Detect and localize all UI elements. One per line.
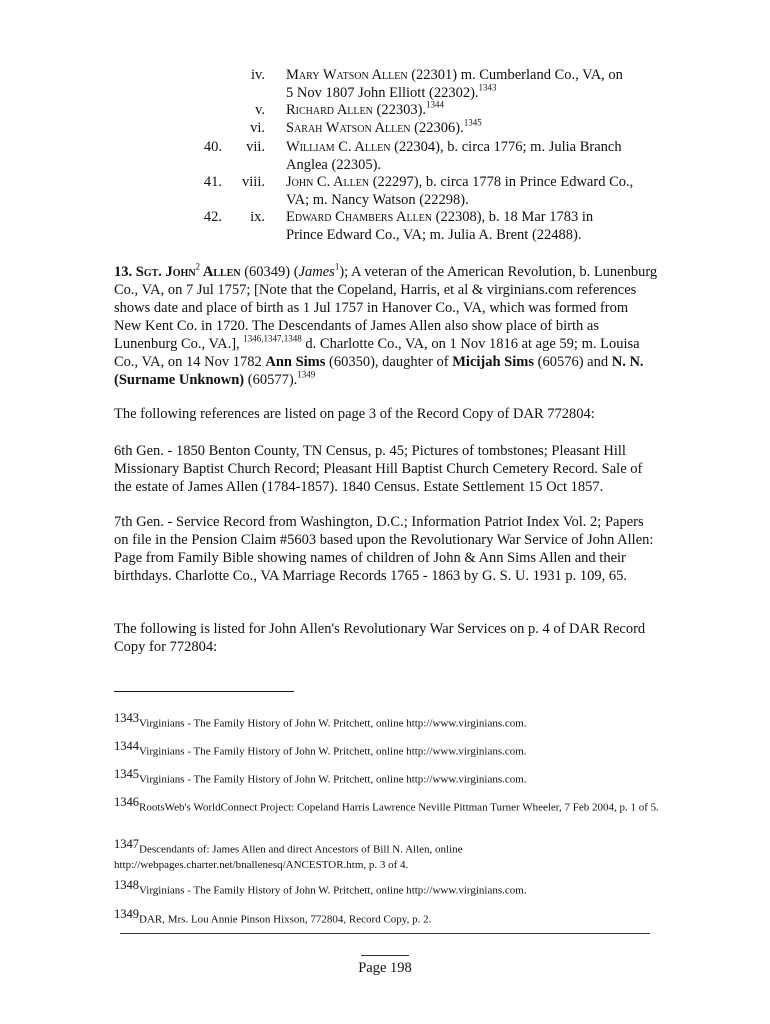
footnote-text: DAR, Mrs. Lou Annie Pinson Hixson, 772804, Record Copy, p. 2. [139, 913, 432, 926]
child-details: (22297), b. circa 1778 in Prince Edward Co., [369, 174, 634, 190]
main-entry: 13. Sgt. John$^2$ Allen (60349) (James$^1$); A veteran of the American Revolution, b. Lunenburg Co., VA, on 7 Jul 1757; [Note that the Copeland, Harris, et al & virginians.com references shows date and place of birth as 1 Jul 1757 in Hanover Co., VA, which was formed from New Kent Co. in 1720. The Descendants of James Allen also show place of birth as Lunenburg Co., VA.], $^{1346,1347,1348}$ d. Charlotte Co., VA, on 1 Nov 1816 at age 59; m. Louisa Co., VA, on 14 Nov 1782 Ann Sims (60350), daughter of Micijah Sims (60576) and N. N. (Surname Unknown) (60577).$^{1349}$ [114, 261, 658, 388]
child-text [286, 119, 671, 137]
entry-text: (60350), daughter of [325, 354, 453, 370]
references-intro: The following references are listed on page 3 of the Record Copy of DAR 772804: [114, 406, 595, 422]
gen7-paragraph: 7th Gen. - Service Record from Washington, D.C.; Information Patriot Index Vol. 2; Papers on file in the Pension Claim #5603 based upon the Revolutionary War Service of John Allen: Page from Family Bible showing names of children of John & Ann Sims Allen and their birthdays. Charlotte Co., VA Marriage Records 1765 - 1863 by G. S. U. 1931 p. 109, 65. [114, 514, 654, 584]
footnote [114, 836, 662, 873]
entry-number: 13 [114, 264, 129, 280]
child-name: Richard Allen [286, 102, 373, 118]
child-roman: vi. [250, 120, 265, 136]
child-text [286, 173, 671, 209]
footnote [114, 738, 662, 759]
entry-text: (60576) and [534, 354, 612, 370]
child-entry [0, 208, 770, 244]
child-roman: iv. [251, 67, 265, 83]
footnote-number: 1349 [114, 907, 139, 921]
entry-name: Sgt. John [135, 264, 196, 280]
child-text [286, 208, 671, 244]
footnote-ref: 1344 [426, 99, 445, 110]
child-entry [0, 101, 770, 119]
spouse-name: Ann Sims [265, 354, 326, 370]
footnote-ref: 1343 [478, 82, 497, 93]
father-name: James [298, 264, 335, 280]
page-number: Page 198 [358, 960, 412, 976]
child-name: Mary Watson Allen [286, 67, 408, 83]
services-intro: The following is listed for John Allen's Revolutionary War Services on p. 4 of DAR Record Copy for 772804: [114, 621, 646, 655]
father-in-law-name: Micijah Sims [452, 354, 534, 370]
footnote-separator [114, 691, 294, 692]
child-details: (22303). [372, 102, 427, 118]
entry-text: ); A veteran of the American Revolution, b. Lunenburg Co., VA, on 7 Jul 1757; [Note that the Copeland, Harris, et al & virginians.com references shows date and place of birth as 1 Jul 1757 in Hanover Co., VA, which was formed from New Kent Co. in 1720. The Descendants of James Allen also show place of birth as Lunenburg Co., VA.], [114, 264, 658, 352]
child-name: Edward Chambers Allen [286, 209, 433, 225]
footnote-number: 1345 [114, 767, 139, 781]
child-number: 40. [203, 139, 222, 155]
child-name: Sarah Watson Allen [286, 120, 411, 136]
gen6-paragraph: 6th Gen. - 1850 Benton County, TN Census, p. 45; Pictures of tombstones; Pleasant Hill Missionary Baptist Church Record; Pleasant Hill Baptist Church Cemetery Record. Sale of the estate of James Allen (1784-1857). 1840 Census. Estate Settlement 15 Oct 1857. [114, 443, 643, 495]
mother-in-law-name: N. N. (Surname Unknown) [114, 354, 644, 388]
child-entry [0, 66, 770, 102]
child-details-line2: Anglea (22305). [286, 157, 382, 173]
page-footer-short-rule [361, 955, 409, 956]
page-footer-rule [120, 933, 650, 934]
footnote-text: Virginians - The Family History of John W. Pritchett, online http://www.virginians.com. [139, 745, 527, 758]
child-details: (22304), b. circa 1776; m. Julia Branch [390, 139, 622, 155]
footnote-text: Descendants of: James Allen and direct Ancestors of Bill N. Allen, online http://webpages.charter.net/bnallenesq/ANCESTOR.htm, p. 3 of 4. [114, 843, 463, 872]
footnote-number: 1347 [114, 837, 139, 851]
footnote-number: 1346 [114, 795, 139, 809]
entry-surname: Allen [200, 264, 241, 280]
footnote [114, 906, 662, 927]
footnote-text: Virginians - The Family History of John W. Pritchett, online http://www.virginians.com. [139, 884, 527, 897]
footnote [114, 710, 662, 731]
child-name: John C. Allen [286, 174, 370, 190]
child-text [286, 138, 671, 174]
generation-marker: 2 [195, 261, 201, 272]
footnote [114, 794, 662, 815]
generation-marker: 1 [334, 261, 340, 272]
child-details: (22306). [410, 120, 464, 136]
child-name: William C. Allen [286, 139, 391, 155]
child-entry [0, 119, 770, 137]
entry-text: d. Charlotte Co., VA, on 1 Nov 1816 at age 59; m. Louisa Co., VA, on 14 Nov 1782 [114, 336, 640, 370]
footnote-text: Virginians - The Family History of John W. Pritchett, online http://www.virginians.com. [139, 717, 527, 730]
child-details: (22301) m. Cumberland Co., VA, on [407, 67, 623, 83]
child-entry [0, 173, 770, 209]
child-number: 42. [203, 209, 222, 225]
footnote-number: 1348 [114, 878, 139, 892]
child-details: (22308), b. 18 Mar 1783 in [432, 209, 594, 225]
child-roman: viii. [242, 174, 265, 190]
footnote-number: 1343 [114, 711, 139, 725]
child-roman: v. [255, 102, 265, 118]
child-number: 41. [203, 174, 222, 190]
child-text [286, 66, 671, 102]
child-details-line2: VA; m. Nancy Watson (22298). [286, 192, 469, 208]
entry-id: (60349) ( [240, 264, 299, 280]
footnote [114, 766, 662, 787]
entry-text: (60577). [244, 372, 298, 388]
child-entry [0, 138, 770, 174]
child-roman: vii. [246, 139, 265, 155]
footnote-ref: 1345 [463, 117, 482, 128]
child-details-line2: Prince Edward Co., VA; m. Julia A. Brent (22488). [286, 227, 582, 243]
footnote-ref: 1349 [297, 369, 316, 380]
footnote [114, 877, 662, 898]
footnote-ref: 1346,1347,1348 [243, 333, 302, 344]
footnote-text: RootsWeb's WorldConnect Project: Copeland Harris Lawrence Neville Pittman Turner Wheeler, 7 Feb 2004, p. 1 of 5. [139, 801, 659, 814]
child-roman: ix. [250, 209, 265, 225]
footnote-number: 1344 [114, 739, 139, 753]
footnote-text: Virginians - The Family History of John W. Pritchett, online http://www.virginians.com. [139, 773, 527, 786]
child-details-line2: 5 Nov 1807 John Elliott (22302). [286, 85, 479, 101]
